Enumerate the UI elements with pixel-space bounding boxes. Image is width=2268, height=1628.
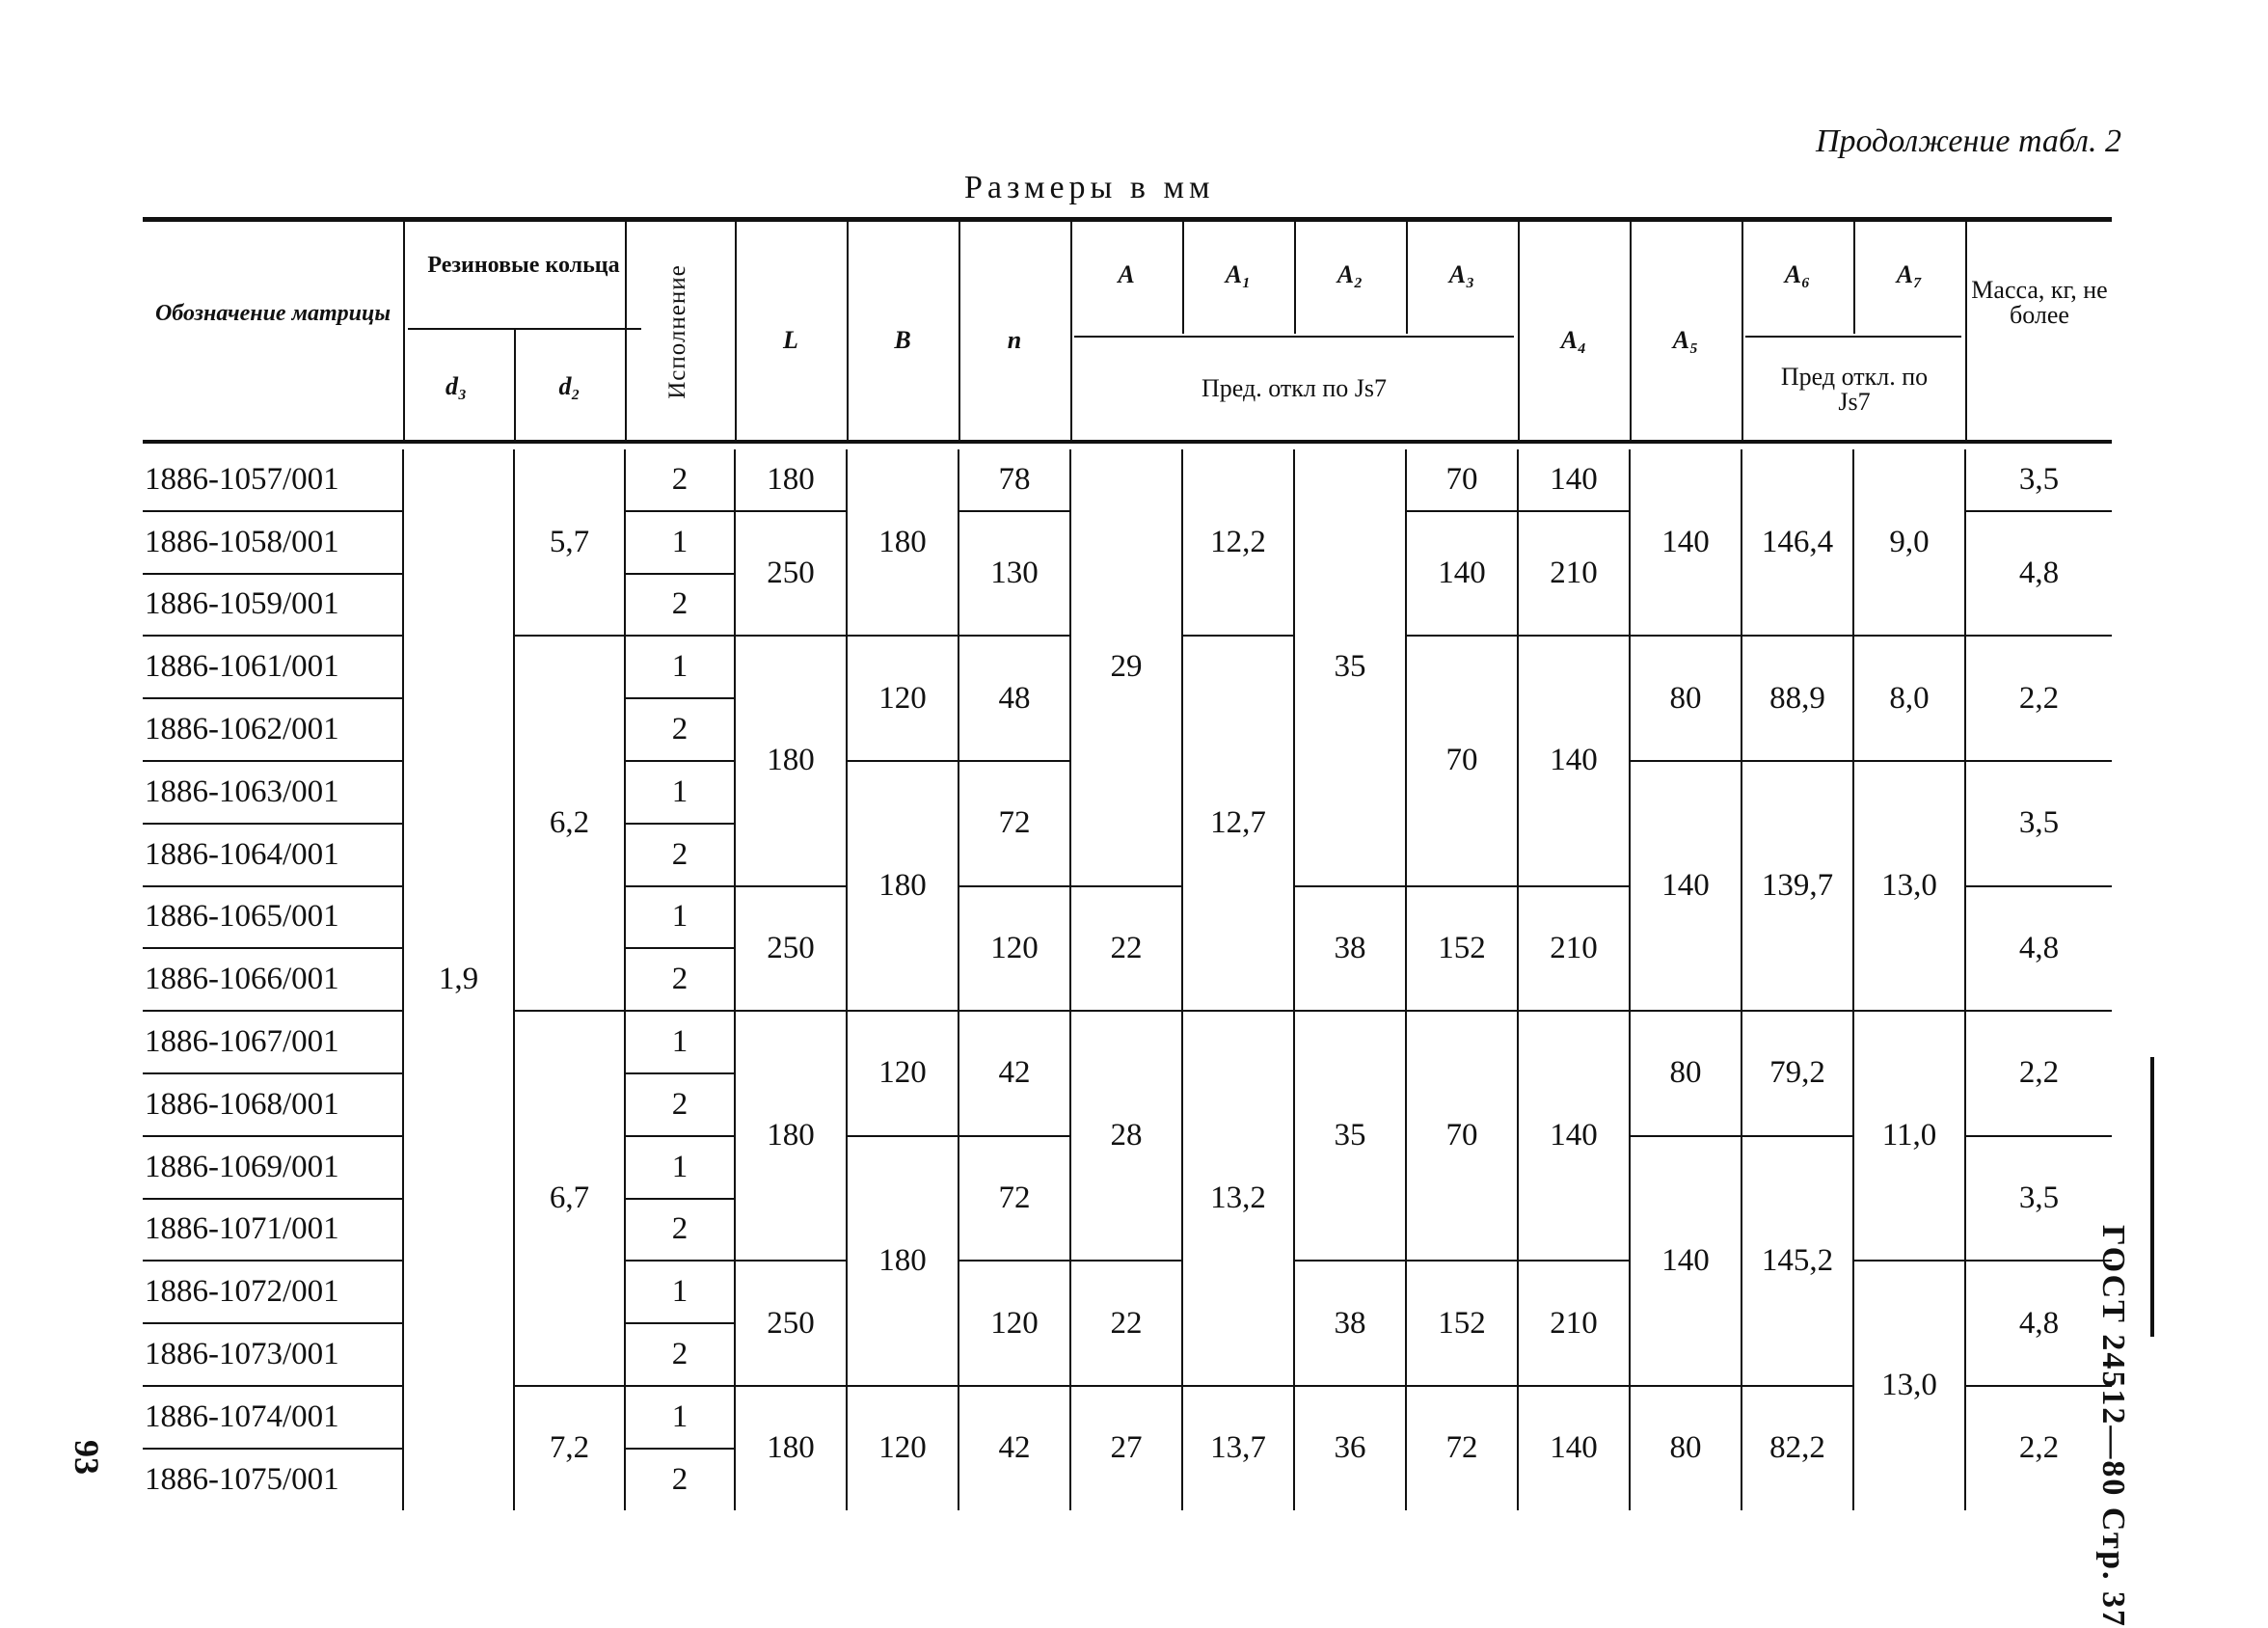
cell-mass: 2,2: [1965, 1386, 2112, 1510]
cell-version: 2: [625, 574, 735, 637]
cell-mass: 2,2: [1965, 636, 2112, 761]
cell-a3: 152: [1406, 886, 1518, 1012]
cell-designation: 1886-1073/001: [143, 1323, 403, 1386]
cell-mass: 4,8: [1965, 886, 2112, 1012]
cell-a5: 140: [1630, 1136, 1742, 1386]
cell-mass: 4,8: [1965, 1261, 2112, 1386]
header-A7: A₇: [1896, 260, 1923, 288]
cell-a7: 11,0: [1853, 1011, 1965, 1261]
cell-version: 1: [625, 886, 735, 949]
cell-a5: 80: [1630, 636, 1742, 761]
cell-designation: 1886-1071/001: [143, 1199, 403, 1262]
cell-designation: 1886-1075/001: [145, 1461, 339, 1497]
cell-designation: 1886-1067/001: [143, 1011, 403, 1073]
cell-n: 78: [958, 449, 1070, 511]
cell-version: 2: [625, 1449, 735, 1510]
cell-mass: 3,5: [1965, 761, 2112, 886]
cell-d2: 5,7: [514, 449, 625, 636]
cell-designation: 1886-1069/001: [143, 1136, 403, 1199]
units-label: Размеры в мм: [964, 170, 1215, 205]
cell-a3: 70: [1406, 636, 1518, 885]
cell-version: 2: [625, 1199, 735, 1262]
header-n: n: [1007, 326, 1022, 354]
table-row: [143, 449, 2112, 511]
cell-designation: 1886-1062/001: [143, 698, 403, 761]
header-version: Исполнение: [664, 264, 690, 399]
header-designation: Обозначение матрицы: [154, 301, 392, 326]
cell-designation: 1886-1064/001: [143, 824, 403, 886]
cell-b: 180: [847, 761, 958, 1011]
cell-mass: 3,5: [1965, 449, 2112, 511]
cell-a3: 140: [1406, 511, 1518, 637]
cell-d2: 7,2: [514, 1386, 625, 1510]
cell-a2: 36: [1294, 1386, 1406, 1510]
header-B: B: [894, 326, 911, 354]
cell-a1: 13,7: [1182, 1386, 1294, 1510]
cell-a4: 210: [1518, 886, 1630, 1012]
cell-a6: 82,2: [1742, 1386, 1853, 1510]
cell-designation: 1886-1065/001: [143, 886, 403, 949]
cell-a2: 35: [1294, 449, 1406, 886]
cell-a: 28: [1070, 1011, 1182, 1261]
cell-b: 120: [847, 1011, 958, 1136]
header-A1: A₁: [1225, 260, 1252, 288]
cell-mass: 3,5: [1965, 1136, 2112, 1262]
cell-a6: 145,2: [1742, 1136, 1853, 1386]
cell-a4: 140: [1518, 1386, 1630, 1510]
cell-a3: 152: [1406, 1261, 1518, 1386]
cell-a: 29: [1070, 449, 1182, 886]
cell-n: 48: [958, 636, 1070, 761]
cell-a7: 9,0: [1853, 449, 1965, 636]
cell-b: 120: [847, 636, 958, 761]
cell-designation: 1886-1059/001: [143, 574, 403, 637]
cell-mass: 4,8: [1965, 511, 2112, 637]
cell-version: 1: [625, 1261, 735, 1323]
cell-l: 250: [735, 511, 847, 637]
cell-a1: 12,7: [1182, 636, 1294, 1011]
cell-version: 1: [625, 636, 735, 698]
cell-designation: 1886-1072/001: [143, 1261, 403, 1323]
cell-version: 1: [625, 761, 735, 824]
cell-n: 130: [958, 511, 1070, 637]
header-d3: d₃: [445, 372, 468, 400]
cell-l: 180: [735, 1011, 847, 1261]
header-A2: A₂: [1336, 260, 1364, 288]
cell-a2: 35: [1294, 1011, 1406, 1261]
cell-designation: 1886-1058/001: [143, 511, 403, 574]
cell-l: 180: [735, 449, 847, 511]
gost-margin-rule: [2150, 1057, 2154, 1337]
data-table: [143, 449, 2112, 1510]
cell-l: 180: [735, 636, 847, 885]
cell-d3: 1,9: [403, 449, 514, 1510]
cell-designation: 1886-1068/001: [143, 1073, 403, 1136]
page-number: 93: [68, 1440, 106, 1475]
header-L: L: [783, 326, 798, 354]
cell-designation: 1886-1063/001: [143, 761, 403, 824]
cell-a4: 140: [1518, 1011, 1630, 1261]
cell-l: 180: [735, 1386, 847, 1510]
cell-version: 2: [625, 698, 735, 761]
cell-designation: 1886-1074/001: [143, 1386, 403, 1449]
cell-a2: 38: [1294, 886, 1406, 1012]
cell-version: 1: [625, 1386, 735, 1449]
cell-n: 120: [958, 1261, 1070, 1386]
cell-a5: 80: [1630, 1011, 1742, 1136]
cell-a3: 70: [1406, 449, 1518, 511]
cell-a4: 210: [1518, 511, 1630, 637]
cell-a7: 8,0: [1853, 636, 1965, 761]
cell-n: 42: [958, 1386, 1070, 1510]
dimensions-table: [143, 217, 2112, 1510]
cell-version: 1: [625, 1136, 735, 1199]
cell-version: 1: [625, 511, 735, 574]
cell-a5: 140: [1630, 449, 1742, 636]
cell-a5: 80: [1630, 1386, 1742, 1510]
cell-a6: 79,2: [1742, 1011, 1853, 1136]
cell-a6: 139,7: [1742, 761, 1853, 1011]
cell-designation: 1886-1066/001: [143, 948, 403, 1011]
cell-n: 120: [958, 886, 1070, 1012]
cell-version: 2: [625, 824, 735, 886]
cell-d2: 6,2: [514, 636, 625, 1011]
cell-a3: 70: [1406, 1011, 1518, 1261]
header-tolerance-2: Пред откл. по Js7: [1780, 363, 1929, 416]
cell-a7: 13,0: [1853, 761, 1965, 1011]
cell-a6: 146,4: [1742, 449, 1853, 636]
header-rubber-rings: Резиновые кольца: [427, 253, 620, 278]
cell-a6: 88,9: [1742, 636, 1853, 761]
cell-a5: 140: [1630, 761, 1742, 1011]
cell-version: 1: [625, 1011, 735, 1073]
cell-version: 2: [625, 1073, 735, 1136]
cell-b: 180: [847, 1136, 958, 1386]
cell-d2: 6,7: [514, 1011, 625, 1386]
cell-a3: 72: [1406, 1386, 1518, 1510]
cell-version: 2: [625, 1323, 735, 1386]
gost-label: ГОСТ 24512—80 Стр. 37: [2095, 1225, 2131, 1628]
header-mass: Масса, кг, не более: [1971, 276, 2108, 329]
cell-a1: 12,2: [1182, 449, 1294, 636]
cell-n: 72: [958, 1136, 1070, 1262]
cell-a4: 210: [1518, 1261, 1630, 1386]
header-A3: A₃: [1448, 260, 1475, 288]
cell-designation: 1886-1061/001: [143, 636, 403, 698]
cell-l: 250: [735, 886, 847, 1012]
cell-b: 180: [847, 449, 958, 636]
header-A6: A₆: [1784, 260, 1811, 288]
cell-a: 22: [1070, 886, 1182, 1012]
header-d2: d₂: [558, 372, 580, 400]
cell-n: 42: [958, 1011, 1070, 1136]
table-header: [143, 222, 2112, 440]
cell-a4: 140: [1518, 636, 1630, 885]
cell-a4: 140: [1518, 449, 1630, 511]
cell-mass: 2,2: [1965, 1011, 2112, 1136]
cell-designation: 1886-1057/001: [143, 449, 403, 511]
continuation-label: Продолжение табл. 2: [1815, 123, 2121, 159]
cell-a2: 38: [1294, 1261, 1406, 1386]
header-A5: A₅: [1672, 326, 1699, 354]
header-A: A: [1118, 260, 1135, 288]
cell-a7: 13,0: [1853, 1261, 1965, 1509]
cell-l: 250: [735, 1261, 847, 1386]
cell-a1: 13,2: [1182, 1011, 1294, 1386]
header-tolerance-1: Пред. откл по Js7: [1202, 374, 1387, 402]
cell-n: 72: [958, 761, 1070, 886]
cell-b: 120: [847, 1386, 958, 1510]
cell-a: 27: [1070, 1386, 1182, 1510]
cell-a: 22: [1070, 1261, 1182, 1386]
header-A4: A₄: [1560, 326, 1587, 354]
cell-version: 2: [625, 449, 735, 511]
cell-version: 2: [625, 948, 735, 1011]
